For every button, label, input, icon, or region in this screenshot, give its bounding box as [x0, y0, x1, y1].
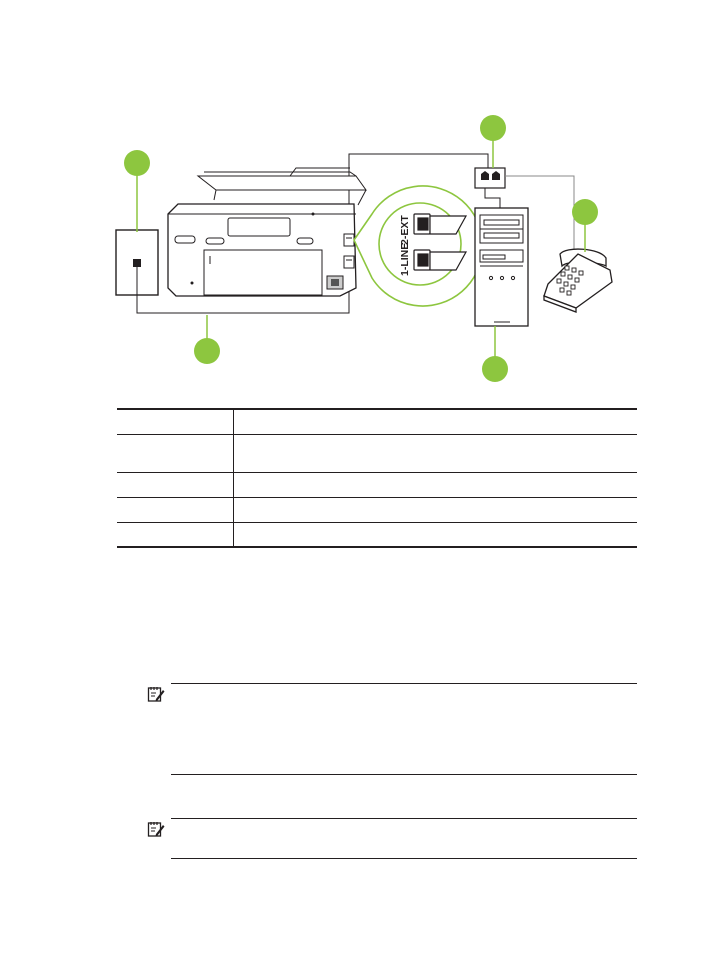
printer-rear — [168, 168, 366, 296]
telephone — [544, 249, 612, 312]
table-bottom-rule — [117, 546, 637, 548]
note-bottom-rule — [171, 774, 637, 775]
callout-4 — [482, 356, 508, 382]
callout-legend-table — [117, 408, 637, 548]
note-bottom-rule — [171, 858, 637, 859]
note-pad-icon — [147, 820, 165, 838]
line-port-plug — [414, 250, 466, 270]
note-block — [147, 683, 637, 775]
note-top-rule — [171, 818, 637, 819]
note-block — [147, 818, 637, 859]
ext-port-plug — [414, 214, 466, 234]
table-column-divider — [233, 408, 234, 548]
ext-port-label: 2-EXT — [399, 215, 411, 245]
table-row-rule — [117, 497, 637, 498]
table-top-rule — [117, 408, 637, 410]
fax-setup-diagram — [0, 0, 702, 400]
table-row-rule — [117, 472, 637, 473]
callout-3 — [480, 115, 506, 141]
note-top-rule — [171, 683, 637, 684]
callout-2 — [194, 338, 220, 364]
computer-tower — [475, 208, 528, 326]
line-port-label: 1-LINE — [399, 242, 411, 276]
table-row-rule — [117, 522, 637, 523]
port-zoom-bubble — [354, 186, 483, 306]
note-pad-icon — [147, 685, 165, 703]
callout-5 — [572, 199, 598, 225]
table-header-rule — [117, 434, 637, 435]
callout-1 — [124, 150, 150, 176]
